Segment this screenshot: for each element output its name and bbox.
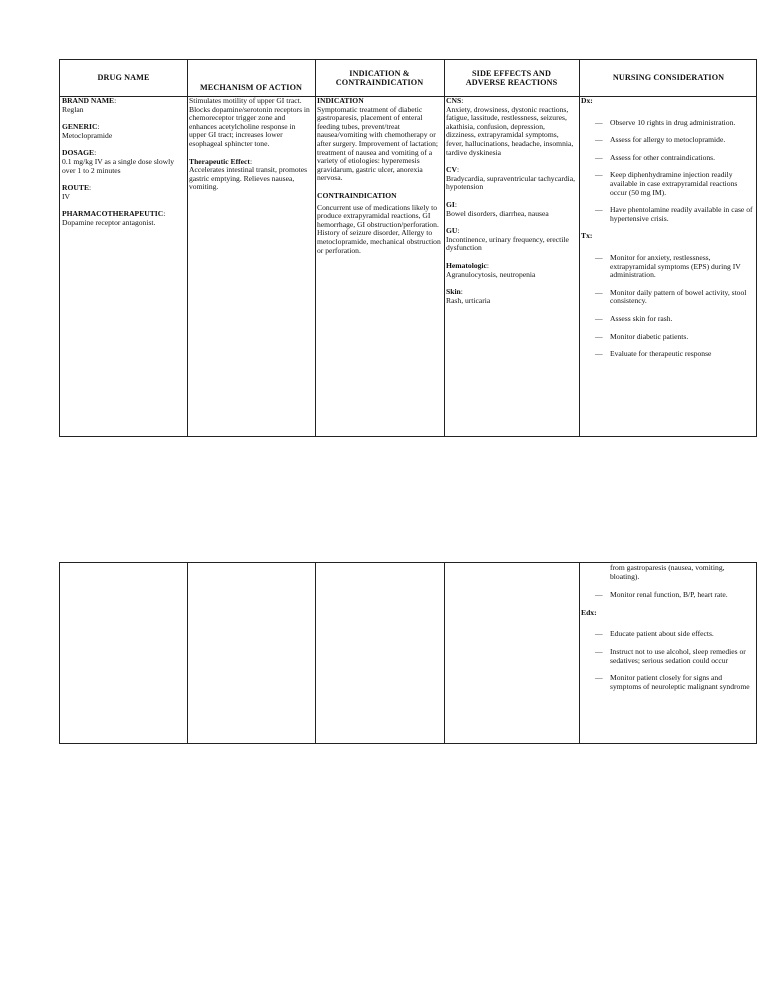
therapeutic-effect-label: Therapeutic Effect bbox=[189, 156, 250, 166]
drug-table-page-1 bbox=[59, 59, 757, 437]
dosage-label: DOSAGE bbox=[62, 148, 95, 158]
drug-info: BRAND NAME: Reglan GENERIC: Metoclopramide DOSAGE: 0.1 mg/kg IV as a single dose slowly over 1 to 2 minutes ROUTE: IV PHARMACOTHERAPEUTIC: Dopamine receptor antagonist. bbox=[61, 97, 185, 228]
pharma-value: Dopamine receptor antagonist. bbox=[62, 217, 156, 227]
header-side-effects: SIDE EFFECTS AND ADVERSE REACTIONS bbox=[465, 68, 558, 87]
gi-label: GI bbox=[446, 199, 455, 209]
nursing-item: — Monitor diabetic patients. bbox=[595, 331, 689, 341]
side-effects-info: CNS: Anxiety, drowsiness, dystonic reactions, fatigue, lassitude, restlessness, seizures, akathisia, confusion, depression, dizziness, extrapyramidal symptoms, fever, hallucinations, headache, insomnia, tardive dyskinesia CV: Bradycardia, supraventricular tachycardia, hypotension GI: Bowel disorders, diarrhea, nausea GU: Incontinence, urinary frequency, erectile dysfunction Hematologic: Agranulocytosis, neutropenia Skin: Rash, urticaria bbox=[446, 96, 576, 305]
route-value: IV bbox=[62, 191, 71, 201]
nursing-item: — Monitor renal function, B/P, heart rate. bbox=[595, 590, 728, 600]
mechanism-text: Stimulates motility of upper GI tract. Blocks dopamine/serotonin receptors in chemoreceptor trigger zone and enhances acetylcholine response in upper GI tract; increases lower esophageal sphincter tone. bbox=[189, 96, 310, 148]
therapeutic-effect-value: Accelerates intestinal transit, promotes gastric emptying. Relieves nausea, vomiting. bbox=[189, 165, 308, 192]
nursing-item: — Assess for other contraindications. bbox=[595, 152, 716, 162]
nursing-item: — Instruct not to use alcohol, sleep remedies or sedatives; serious sedation could occur bbox=[595, 646, 746, 665]
generic-label: GENERIC bbox=[62, 122, 98, 132]
column-side-effects bbox=[444, 563, 579, 743]
drug-table-page-2 bbox=[59, 562, 757, 744]
contraindication-label: CONTRAINDICATION bbox=[317, 190, 397, 200]
indication-info bbox=[316, 97, 442, 255]
header-nursing: NURSING CONSIDERATION bbox=[612, 73, 725, 83]
nursing-info-continued: from gastroparesis (nausea, vomiting, bloating). — Monitor renal function, B/P, heart rate. Edx: — Educate patient about side effects. — Instruct not to use alcohol, sleep remedies or sedatives; serious sedation could occur — Monitor patient closely for signs and symptoms of neuroleptic malignant syndrome bbox=[580, 564, 757, 700]
nursing-item: — Monitor daily pattern of bowel activity, stool consistency. bbox=[595, 287, 747, 306]
gu-label: GU bbox=[446, 226, 458, 236]
nursing-item: — Evaluate for therapeutic response bbox=[595, 349, 712, 359]
dx-label: Dx bbox=[581, 96, 591, 105]
header-row bbox=[60, 60, 756, 97]
column-drug-name bbox=[60, 563, 187, 743]
generic-value: Metoclopramide bbox=[62, 130, 113, 140]
header-mechanism: MECHANISM OF ACTION bbox=[199, 82, 303, 92]
header-indication: INDICATION & CONTRAINDICATION bbox=[335, 68, 424, 87]
brand-label: BRAND NAME bbox=[62, 96, 115, 105]
nursing-item: — Keep diphenhydramine injection readily available in case extrapyramidal reactions occur (50 mg IM). bbox=[595, 170, 738, 197]
hematologic-text: Agranulocytosis, neutropenia bbox=[446, 269, 536, 279]
pharma-label: PHARMACOTHERAPEUTIC bbox=[62, 209, 164, 219]
contraindication-text: Concurrent use of medications likely to produce extrapyramidal reactions, GI hemorrhage, GI obstruction/perforation. History of seizure disorder, Allergy to metoclopramide, mechanical obstruction or perforation. bbox=[317, 202, 441, 255]
gi-text: Bowel disorders, diarrhea, nausea bbox=[446, 208, 549, 218]
indication-label: INDICATION bbox=[317, 96, 364, 105]
nursing-item: — Monitor for anxiety, restlessness, extrapyramidal symptoms (EPS) during IV administration. bbox=[595, 252, 741, 280]
header-drug-name: DRUG NAME bbox=[97, 73, 150, 83]
cns-text: Anxiety, drowsiness, dystonic reactions, fatigue, lassitude, restlessness, seizures, akathisia, confusion, depression, dizziness, extrapyramidal symptoms, fever, hallucinations, headache, insomnia, tardive dyskinesia bbox=[446, 104, 574, 157]
nursing-item: — Educate patient about side effects. bbox=[595, 629, 714, 639]
column-mechanism bbox=[187, 563, 315, 743]
skin-label: Skin bbox=[446, 287, 461, 297]
nursing-item: — Observe 10 rights in drug administration. bbox=[595, 117, 736, 127]
mechanism-info: Stimulates motility of upper GI tract. Blocks dopamine/serotonin receptors in chemoreceptor trigger zone and enhances acetylcholine response in upper GI tract; increases lower esophageal sphincter tone. Therapeutic Effect: Accelerates intestinal transit, promotes gastric emptying. Relieves nausea, vomiting. bbox=[188, 97, 313, 192]
cv-text: Bradycardia, supraventricular tachycardia, hypotension bbox=[446, 173, 576, 192]
route-label: ROUTE bbox=[62, 183, 90, 193]
nursing-item: — Assess for allergy to metoclopramide. bbox=[595, 135, 726, 145]
nursing-item: — Monitor patient closely for signs and symptoms of neuroleptic malignant syndrome bbox=[595, 673, 750, 691]
cv-label: CV bbox=[446, 165, 457, 175]
nursing-item: — Assess skin for rash. bbox=[595, 313, 673, 323]
nursing-info: Dx: — Observe 10 rights in drug administration. — Assess for allergy to metoclopramide. — Assess for other contraindications. — Keep diphenhydramine injection readily available in case extrapyramidal reactions occur (50 mg IM). — Have phentolamine readily available in case of hypertensive crisis. Tx: — Monitor for anxiety, restlessness, extrapyramidal symptoms (EPS) during IV administration. — Monitor daily pattern of bowel activity, stool consistency. — Assess skin for rash. — Monitor diabetic patients. — Evaluate for therapeutic response bbox=[580, 97, 757, 368]
nursing-item-continued: from gastroparesis (nausea, vomiting, bloating). bbox=[610, 563, 725, 581]
brand-value: Reglan bbox=[62, 104, 84, 114]
nursing-item: — Have phentolamine readily available in case of hypertensive crisis. bbox=[595, 205, 753, 223]
indication-text: Symptomatic treatment of diabetic gastroparesis, placement of enteral feeding tubes, prevent/treat nausea/vomiting with chemotherapy or after surgery. Improvement of lactation; treatment of nausea and vomiting of a variety of etiologies: hyperemesis gravidarum, gastric ulcer, anorexia nervosa. bbox=[317, 104, 439, 183]
gu-text: Incontinence, urinary frequency, erectile dysfunction bbox=[446, 234, 569, 253]
skin-text: Rash, urticaria bbox=[446, 295, 491, 305]
hematologic-label: Hematologic bbox=[446, 260, 487, 270]
column-indication bbox=[315, 563, 444, 743]
dosage-value: 0.1 mg/kg IV as a single dose slowly over 1 to 2 minutes bbox=[62, 156, 175, 175]
edx-label: Edx bbox=[581, 607, 595, 617]
tx-label: Tx bbox=[581, 231, 590, 241]
cns-label: CNS bbox=[446, 96, 462, 105]
